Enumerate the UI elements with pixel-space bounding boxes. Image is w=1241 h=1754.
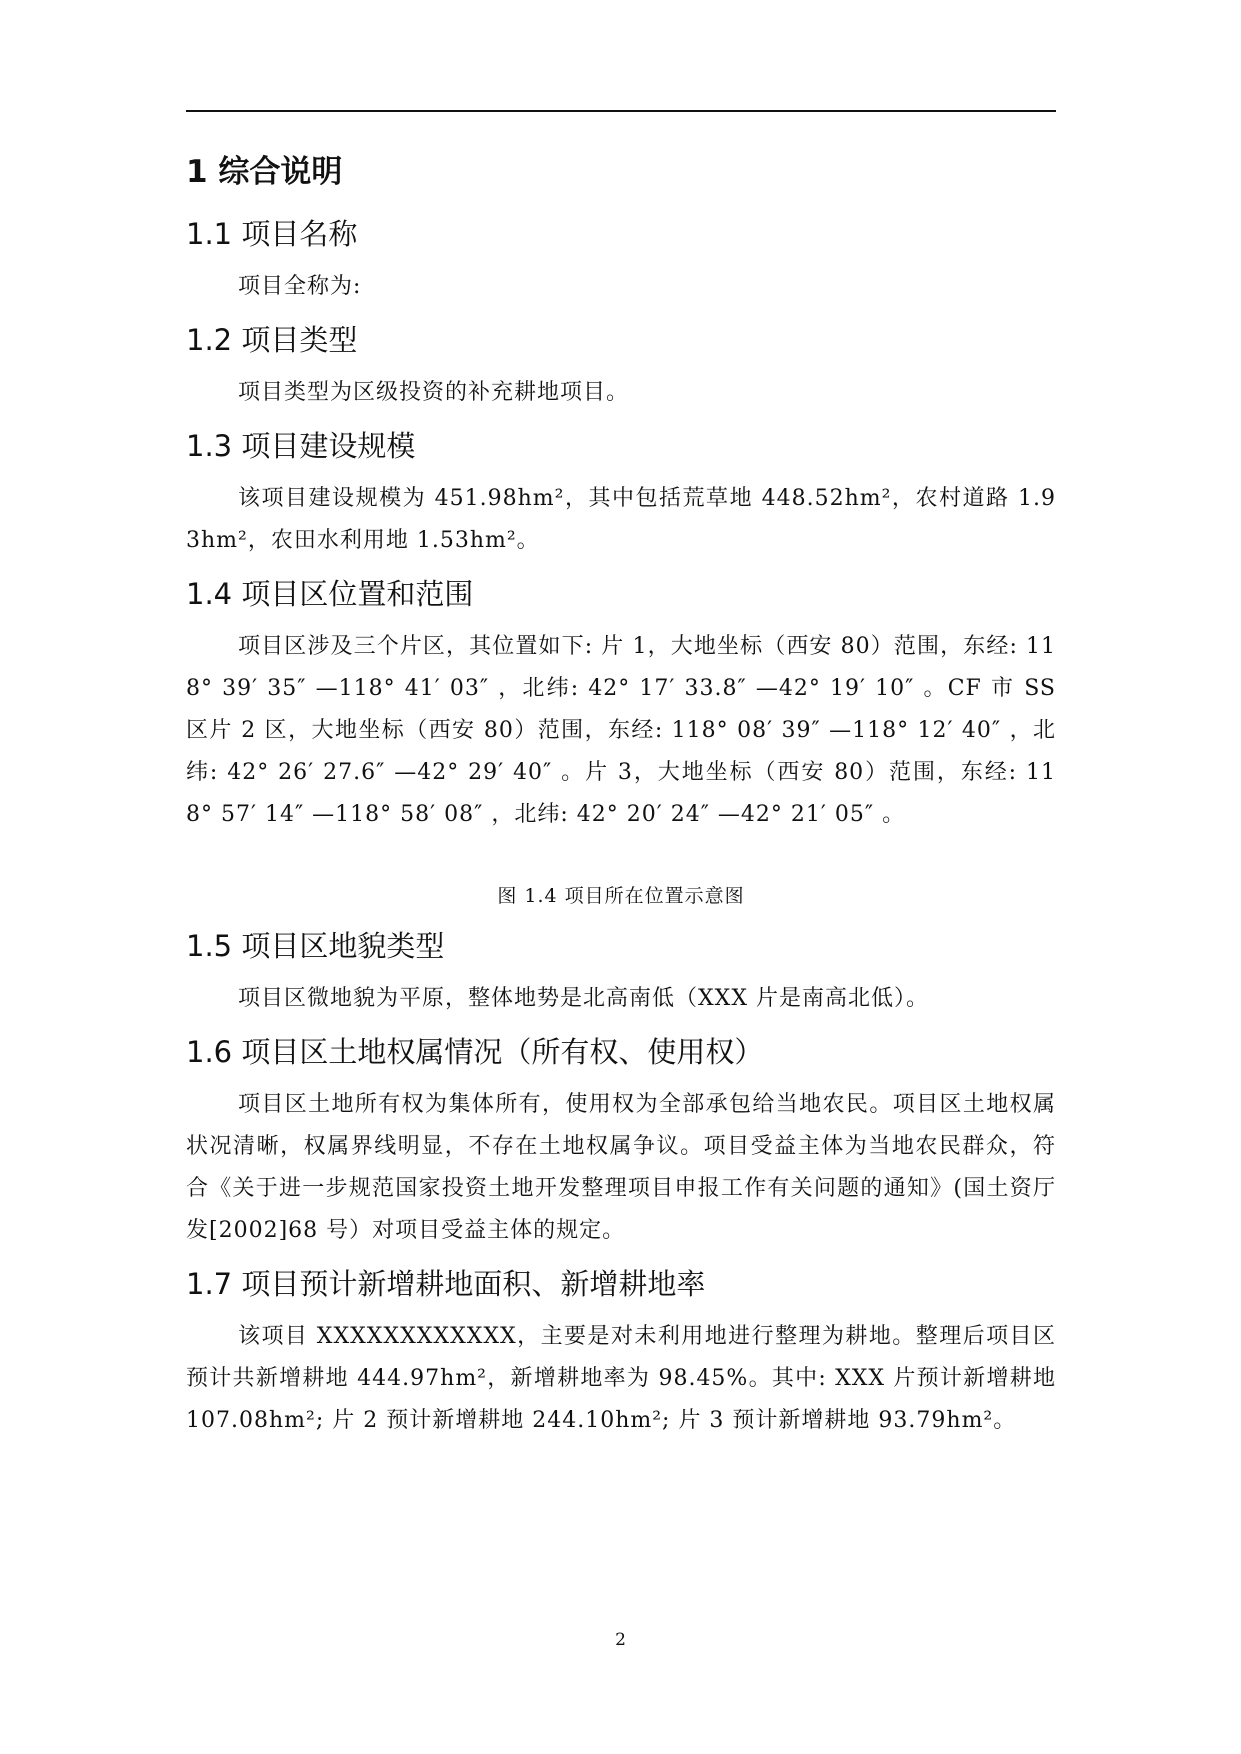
section-heading-1-4: 1.4 项目区位置和范围: [186, 577, 474, 611]
section-paragraph: 该项目 XXXXXXXXXXXX，主要是对未利用地进行整理为耕地。整理后项目区预计共新增耕地 444.97hm²，新增耕地率为 98.45%。其中: XXX 片预计新增耕地 107.08hm²; 片 2 预计新增耕地 244.10hm²; 片 3 预计新增耕地 93.79hm²。: [186, 1324, 1056, 1433]
figure-caption: 图 1.4 项目所在位置示意图: [497, 885, 745, 907]
chapter-title: 1 综合说明: [186, 154, 343, 190]
header-rule: [186, 110, 1056, 112]
section-heading-1-7: 1.7 项目预计新增耕地面积、新增耕地率: [186, 1267, 706, 1301]
section-paragraph: 项目区涉及三个片区，其位置如下: 片 1，大地坐标（西安 80）范围，东经: 118° 39′ 35″ —118° 41′ 03″ ，北纬: 42° 17′ 33.8″ —42° 19′ 10″ 。CF 市 SS 区片 2 区，大地坐标（西安 80）范围，东经: 118° 08′ 39″ —118° 12′ 40″ ，北纬: 42° 26′ 27.6″ —42° 29′ 40″ 。片 3，大地坐标（西安 80）范围，东经: 118° 57′ 14″ —118° 58′ 08″ ，北纬: 42° 20′ 24″ —42° 21′ 05″ 。: [186, 634, 1056, 827]
section-paragraph: 该项目建设规模为 451.98hm²，其中包括荒草地 448.52hm²，农村道路 1.93hm²，农田水利用地 1.53hm²。: [186, 486, 1056, 553]
section-heading-1-3: 1.3 项目建设规模: [186, 429, 416, 463]
page-number: 2: [615, 1630, 626, 1650]
section-heading-1-2: 1.2 项目类型: [186, 323, 358, 357]
section-paragraph: 项目类型为区级投资的补充耕地项目。: [238, 380, 630, 405]
document-body: [186, 150, 1056, 1452]
section-heading-1-5: 1.5 项目区地貌类型: [186, 929, 445, 963]
section-heading-1-1: 1.1 项目名称: [186, 217, 358, 251]
section-paragraph: 项目区土地所有权为集体所有，使用权为全部承包给当地农民。项目区土地权属状况清晰，权属界线明显，不存在土地权属争议。项目受益主体为当地农民群众，符合《关于进一步规范国家投资土地开发整理项目申报工作有关问题的通知》(国土资厅发[2002]68 号）对项目受益主体的规定。: [186, 1092, 1056, 1243]
section-paragraph: 项目全称为:: [238, 274, 362, 299]
section-heading-1-6: 1.6 项目区土地权属情况（所有权、使用权）: [186, 1035, 764, 1069]
section-paragraph: 项目区微地貌为平原，整体地势是北高南低（XXX 片是南高北低）。: [238, 986, 929, 1011]
